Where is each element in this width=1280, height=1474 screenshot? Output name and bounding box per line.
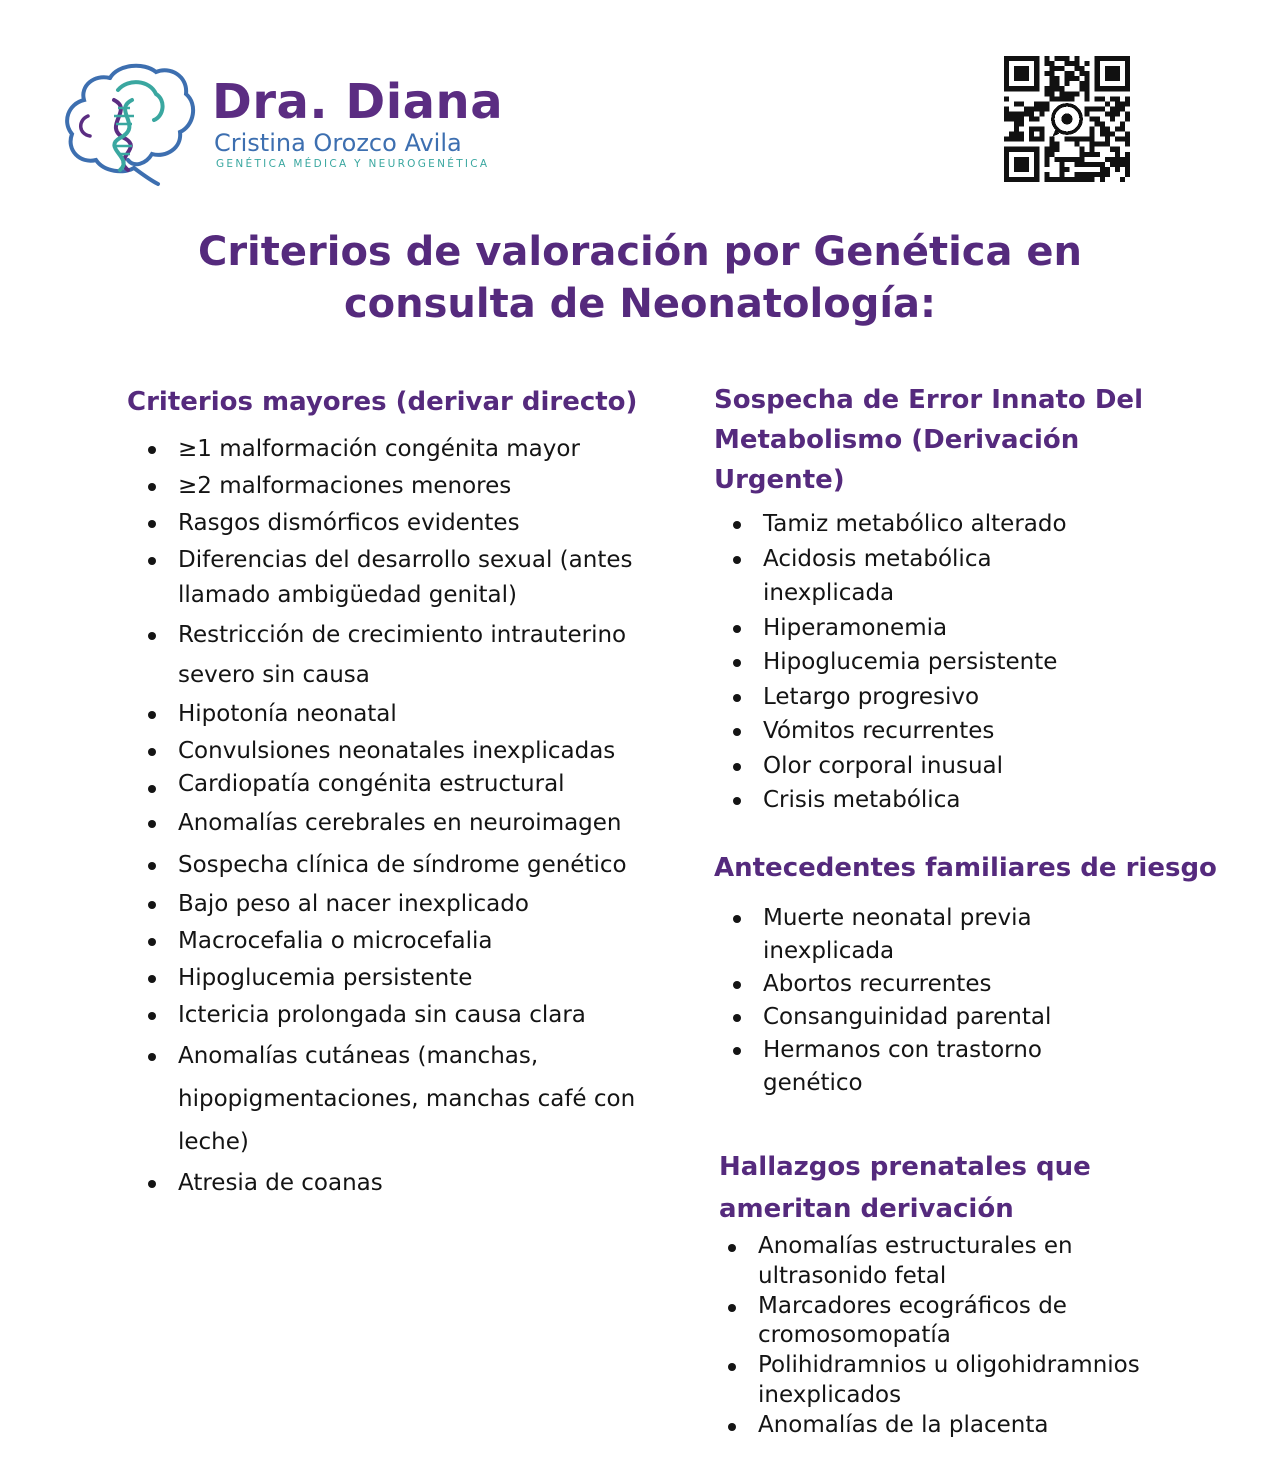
metabolism-error-heading: Sospecha de Error Innato Del Metabolismo (Derivación Urgente) [714, 385, 1143, 495]
list-item: Olor corporal inusual [733, 749, 1213, 784]
list-item: Anomalías de la placenta [728, 1411, 1228, 1441]
logo-fullname: Cristina Orozco Avila [214, 129, 462, 157]
list-item: Hipoglucemia persistente [148, 961, 688, 996]
list-item: Macrocefalia o microcefalia [148, 924, 688, 959]
logo-specialty: GENÉTICA MÉDICA Y NEUROGENÉTICA [216, 158, 490, 170]
list-item: Vómitos recurrentes [733, 714, 1213, 749]
list-item: Consanguinidad parental [733, 1001, 1213, 1034]
list-item: ≥2 malformaciones menores [148, 469, 688, 504]
family-history-list [733, 902, 1213, 1100]
list-item: Anomalías cutáneas (manchas, hipopigmentaciones, manchas café con leche) [148, 1035, 688, 1164]
major-criteria-heading: Criterios mayores (derivar directo) [127, 387, 638, 417]
major-criteria-list [148, 432, 688, 1203]
list-item: Ictericia prolongada sin causa clara [148, 998, 688, 1033]
list-item: Restricción de crecimiento intrauterino severo sin causa [148, 615, 688, 695]
list-item: Hipotonía neonatal [148, 697, 688, 732]
page-title [0, 226, 1280, 330]
family-history-heading: Antecedentes familiares de riesgo [714, 853, 1217, 883]
list-item: Rasgos dismórficos evidentes [148, 506, 688, 541]
list-item: Crisis metabólica [733, 783, 1213, 818]
list-item: Tamiz metabólico alterado [733, 507, 1213, 542]
list-item: ≥1 malformación congénita mayor [148, 432, 688, 467]
list-item: Convulsiones neonatales inexplicadas [148, 734, 688, 769]
logo-name: Dra. Diana [212, 74, 504, 130]
list-item: Polihidramnios u oligohidramnios inexplicados [728, 1351, 1158, 1411]
list-item: Sospecha clínica de síndrome genético [148, 845, 688, 885]
list-item: Hiperamonemia [733, 611, 1213, 646]
list-item: Hipoglucemia persistente [733, 645, 1213, 680]
list-item: Hermanos con trastorno genético [733, 1034, 1083, 1100]
list-item: Acidosis metabólica inexplicada [733, 542, 1053, 611]
list-item: Diferencias del desarrollo sexual (antes llamado ambigüedad genital) [148, 543, 688, 613]
prenatal-findings-heading: Hallazgos prenatales que ameritan derivación [719, 1152, 1091, 1224]
list-item: Atresia de coanas [148, 1166, 688, 1201]
list-item: Muerte neonatal previa inexplicada [733, 902, 1063, 968]
whatsapp-qr-code-icon[interactable] [1004, 56, 1130, 182]
list-item: Abortos recurrentes [733, 968, 1213, 1001]
list-item: Anomalías cerebrales en neuroimagen [148, 803, 688, 843]
clinic-logo [58, 60, 528, 190]
list-item: Bajo peso al nacer inexplicado [148, 887, 688, 922]
list-item: Anomalías estructurales en ultrasonido fetal [728, 1232, 1118, 1292]
title-line-1: Criterios de valoración por Genética en [197, 229, 1083, 275]
list-item: Letargo progresivo [733, 680, 1213, 715]
list-item: Marcadores ecográficos de cromosomopatía [728, 1292, 1118, 1352]
metabolism-error-list [733, 507, 1213, 818]
list-item: Cardiopatía congénita estructural [148, 771, 688, 797]
prenatal-findings-list [728, 1232, 1228, 1441]
brain-dna-logo-icon [58, 60, 198, 188]
title-line-2: consulta de Neonatología: [343, 281, 937, 327]
